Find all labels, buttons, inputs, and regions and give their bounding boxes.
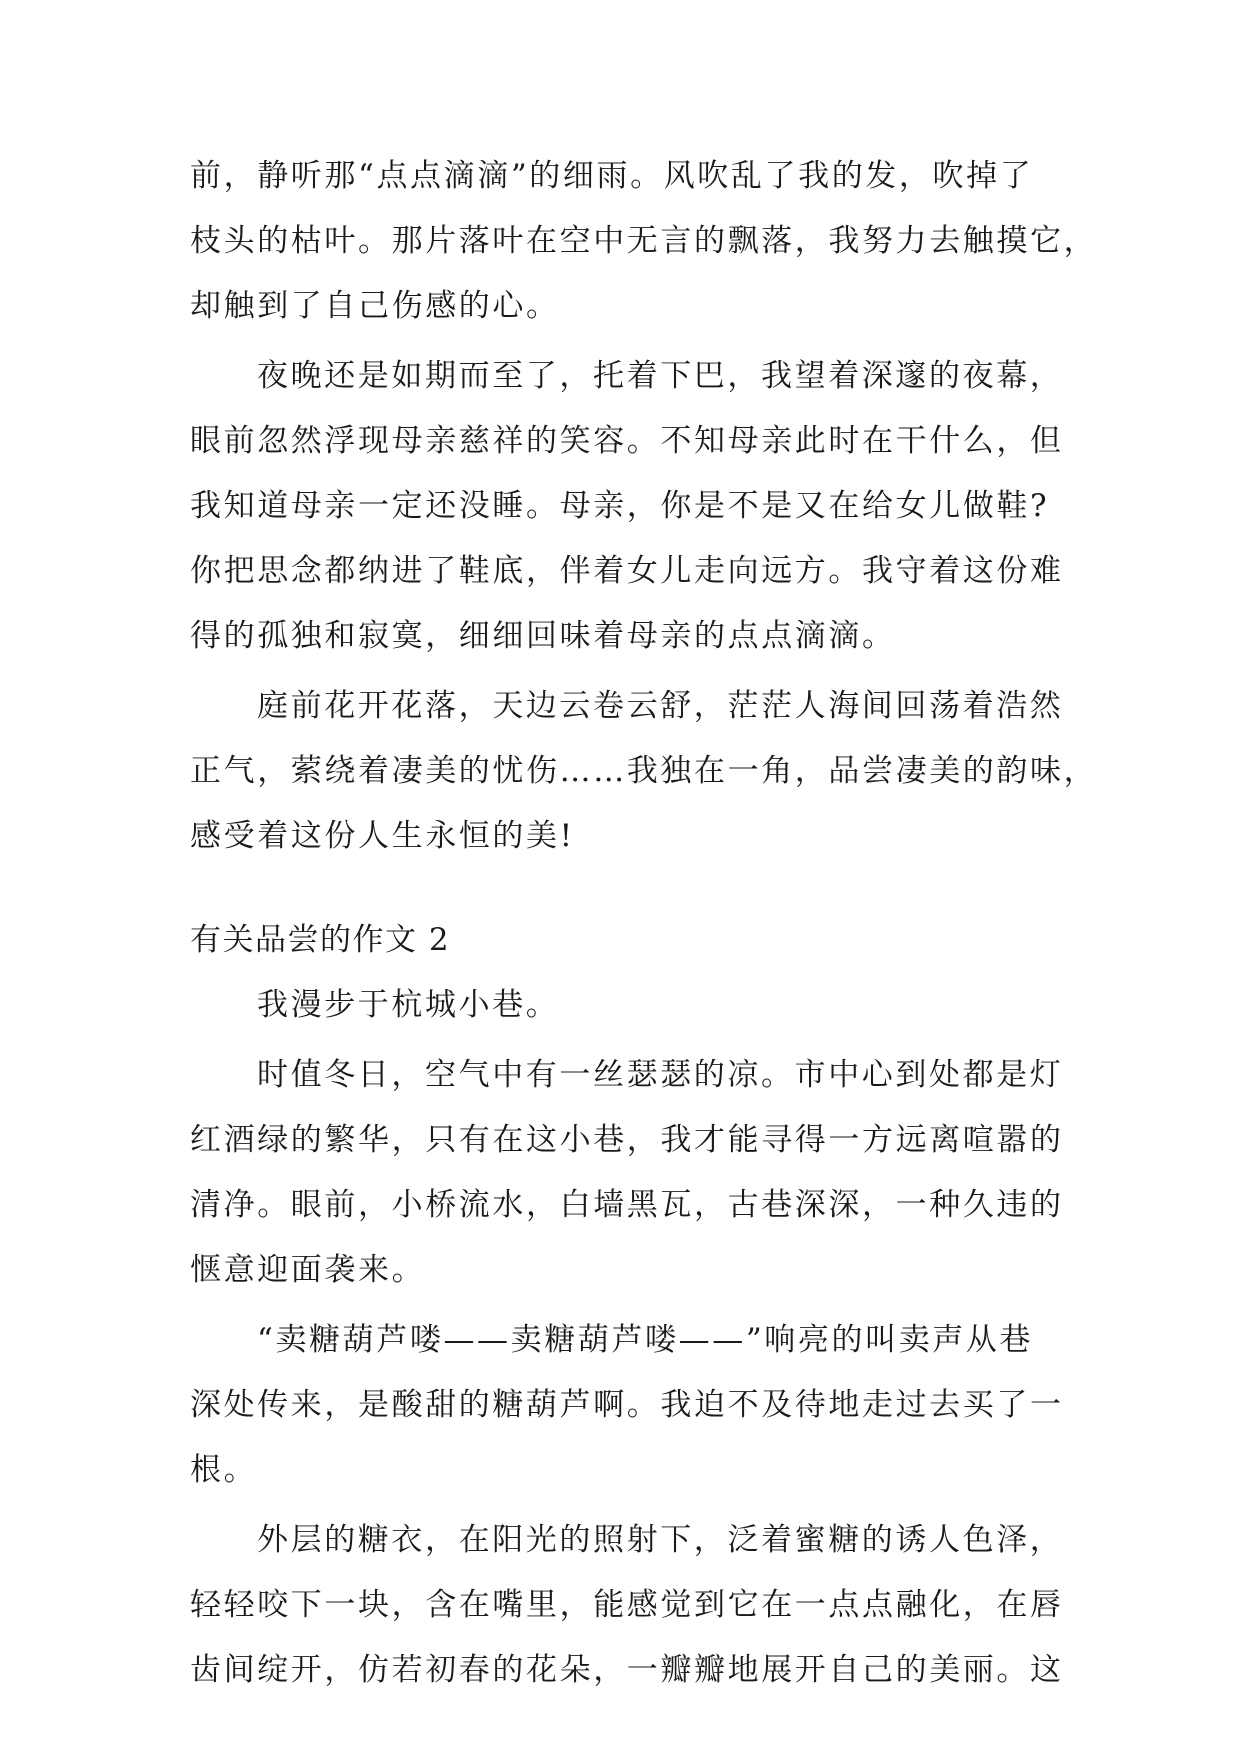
- paragraph-first-line: 外层的糖衣，在阳光的照射下，泛着蜜糖的诱人色泽，: [257, 1522, 1064, 1558]
- text-line: 根。: [190, 1452, 258, 1488]
- text-line: 惬意迎面袭来。: [190, 1252, 426, 1288]
- text-line: 眼前忽然浮现母亲慈祥的笑容。不知母亲此时在干什么，但: [190, 423, 1064, 459]
- text-line: 得的孤独和寂寞，细细回味着母亲的点点滴滴。: [190, 618, 896, 654]
- text-line: 正气，萦绕着凄美的忧伤……我独在一角，品尝凄美的韵味，: [190, 753, 1098, 789]
- text-line: 我知道母亲一定还没睡。母亲，你是不是又在给女儿做鞋?: [190, 488, 1050, 524]
- text-line: 清净。眼前，小桥流水，白墙黑瓦，古巷深深，一种久违的: [190, 1187, 1064, 1223]
- text-line: 深处传来，是酸甜的糖葫芦啊。我迫不及待地走过去买了一: [190, 1387, 1064, 1423]
- text-line: 轻轻咬下一块，含在嘴里，能感觉到它在一点点融化，在唇: [190, 1587, 1064, 1623]
- text-line: 红酒绿的繁华，只有在这小巷，我才能寻得一方远离喧嚣的: [190, 1122, 1064, 1158]
- section-heading: 有关品尝的作文 2: [190, 922, 451, 958]
- text-line: 你把思念都纳进了鞋底，伴着女儿走向远方。我守着这份难: [190, 553, 1064, 589]
- paragraph-first-line: 庭前花开花落，天边云卷云舒，茫茫人海间回荡着浩然: [257, 688, 1064, 724]
- paragraph-first-line: “卖糖葫芦喽——卖糖葫芦喽——”响亮的叫卖声从巷: [257, 1322, 1034, 1358]
- text-line: 感受着这份人生永恒的美!: [190, 818, 575, 854]
- paragraph-first-line: 夜晚还是如期而至了，托着下巴，我望着深邃的夜幕，: [257, 358, 1064, 394]
- text-line: 却触到了自己伤感的心。: [190, 288, 560, 324]
- paragraph-first-line: 我漫步于杭城小巷。: [257, 987, 560, 1023]
- text-line: 齿间绽开，仿若初春的花朵，一瓣瓣地展开自己的美丽。这: [190, 1652, 1064, 1688]
- text-line: 枝头的枯叶。那片落叶在空中无言的飘落，我努力去触摸它，: [190, 223, 1098, 259]
- paragraph-first-line: 时值冬日，空气中有一丝瑟瑟的凉。市中心到处都是灯: [257, 1057, 1064, 1093]
- text-line: 前，静听那“点点滴滴”的细雨。风吹乱了我的发，吹掉了: [190, 158, 1034, 194]
